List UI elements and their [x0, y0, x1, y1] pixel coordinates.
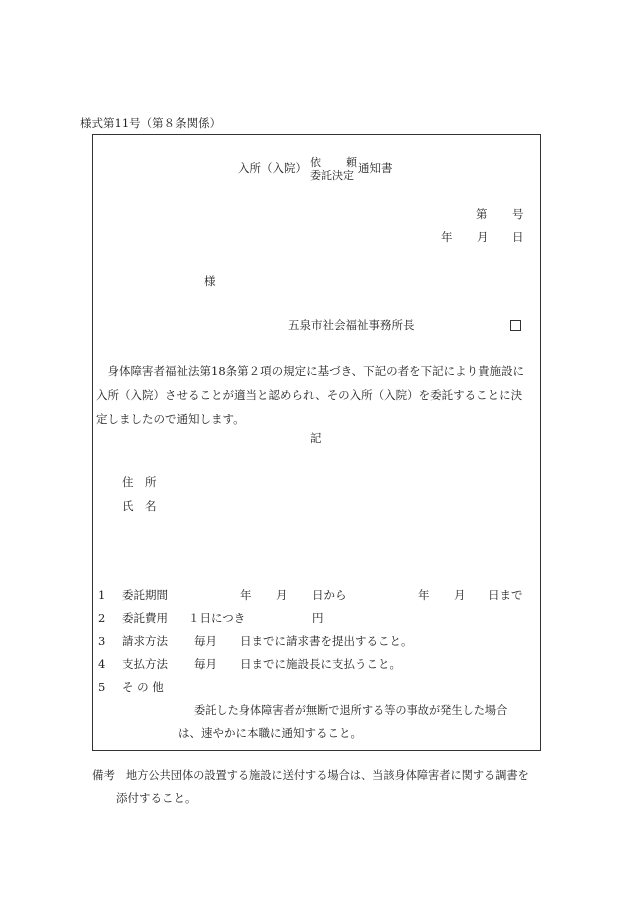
addressee-suffix: 様: [204, 274, 216, 288]
remarks-label: 備考: [92, 768, 115, 782]
issuer-name: 五泉市社会福祉事務所長: [288, 318, 415, 332]
address-label: 住 所: [122, 475, 157, 489]
item-4-text: 日までに施設長に支払うこと。: [240, 657, 401, 671]
item-3-label: 請求方法: [122, 634, 168, 648]
item-1-month-from: 月: [276, 588, 288, 602]
item-1-num: 1: [98, 588, 106, 602]
form-number-label: 様式第11号（第８条関係）: [80, 116, 222, 130]
item-1-day-to: 日まで: [488, 588, 523, 602]
name-label: 氏 名: [122, 499, 157, 513]
item-1-year-to: 年: [418, 588, 430, 602]
body-line-3: 定しましたので通知します。: [96, 412, 245, 426]
item-1-day-from: 日から: [312, 588, 347, 602]
item-3-text: 日までに請求書を提出すること。: [240, 634, 413, 648]
body-line-2: 入所（入院）させることが適当と認められ、その入所（入院）を委託することに決: [96, 388, 523, 402]
number-dai: 第: [476, 207, 488, 221]
title-bottom: 委託決定: [310, 169, 354, 182]
remarks-line-2: 添付すること。: [116, 791, 197, 805]
item-1-month-to: 月: [454, 588, 466, 602]
title-top-b: 頼: [346, 156, 357, 169]
number-go: 号: [512, 207, 524, 221]
item-5-num: 5: [98, 680, 106, 694]
item-1-label: 委託期間: [122, 588, 168, 602]
title-prefix: 入所（入院）: [238, 161, 307, 175]
item-3-freq: 毎月: [194, 634, 217, 648]
item-4-num: 4: [98, 657, 106, 671]
item-5-label: そ の 他: [122, 680, 164, 694]
seal-icon: [510, 320, 521, 331]
item-2-per-day: １日につき: [188, 611, 246, 625]
ki-heading: 記: [310, 431, 322, 445]
title-suffix: 通知書: [358, 161, 393, 175]
body-paragraph: [96, 359, 542, 431]
date-month: 月: [477, 230, 489, 244]
remarks-line-1: 地方公共団体の設置する施設に送付する場合は、当該身体障害者に関する調書を: [126, 769, 529, 782]
date-year: 年: [441, 230, 453, 244]
body-line-1: 身体障害者福祉法第18条第２項の規定に基づき、下記の者を下記により貴施設に: [96, 364, 525, 378]
item-5-line-2: は、速やかに本職に通知すること。: [178, 726, 362, 740]
item-4-label: 支払方法: [122, 657, 168, 671]
date-day: 日: [512, 230, 524, 244]
item-3-num: 3: [98, 634, 106, 648]
item-1-year-from: 年: [240, 588, 252, 602]
item-5-line-1: 委託した身体障害者が無断で退所する等の事故が発生した場合: [194, 704, 508, 717]
item-4-freq: 毎月: [194, 657, 217, 671]
title-top-a: 依: [310, 156, 321, 169]
item-2-yen: 円: [312, 611, 324, 625]
seal-mark: [510, 320, 521, 334]
item-2-label: 委託費用: [122, 611, 168, 625]
item-2-num: 2: [98, 611, 106, 625]
